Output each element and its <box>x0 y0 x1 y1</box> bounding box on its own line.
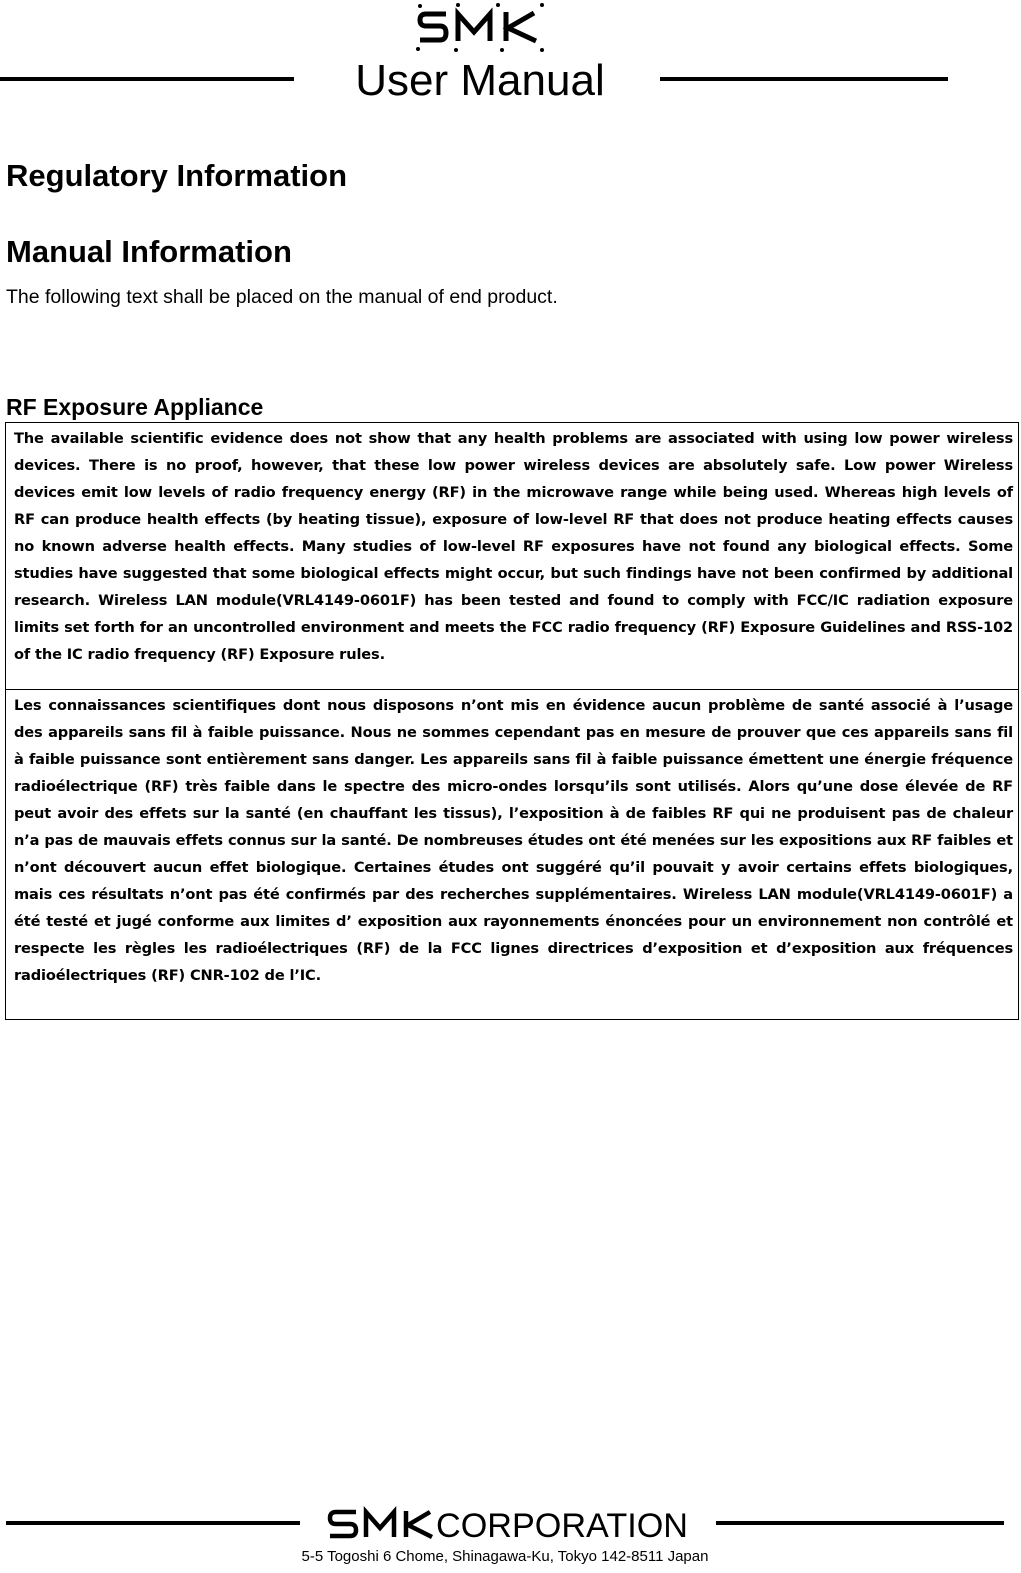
header-rule-right <box>660 77 948 81</box>
smk-logo <box>408 0 548 56</box>
smk-corporation-logo <box>326 1504 696 1544</box>
document-title: User Manual <box>355 56 605 105</box>
rf-exposure-heading: RF Exposure Appliance <box>6 394 264 420</box>
svg-text:CORPORATION: CORPORATION <box>436 1507 688 1544</box>
regulatory-heading: Regulatory Information <box>6 158 348 193</box>
footer-rule-right <box>716 1521 1004 1525</box>
header-rule-left <box>0 77 294 81</box>
footer-rule-left <box>6 1521 300 1525</box>
manual-intro-text: The following text shall be placed on the manual of end product. <box>6 286 558 308</box>
english-rf-notice: The available scientific evidence does not show that any health problems are associated with using low power wireless devices. There is no proof, however, that these low power wireless devices are absolutely safe. Low power Wireless devices emit low levels of radio frequency energy (RF) in the microwave range while being used. Whereas high levels of RF can produce health effects (by heating tissue), exposure of low-level RF that does not produce heating effects causes no known adverse health effects. Many studies of low-level RF exposures have not found any biological effects. Some studies have suggested that some biological effects might occur, but such findings have not been confirmed by additional research. Wireless LAN module(VRL4149-0601F) has been tested and found to comply with FCC/IC radiation exposure limits set forth for an uncontrolled environment and meets the FCC radio frequency (RF) Exposure Guidelines and RSS-102 of the IC radio frequency (RF) Exposure rules. <box>5 422 1019 690</box>
company-address: 5-5 Togoshi 6 Chome, Shinagawa-Ku, Tokyo 142-8511 Japan <box>301 1548 709 1565</box>
french-rf-notice: Les connaissances scientifiques dont nous disposons n’ont mis en évidence aucun problème de santé associé à l’usage des appareils sans fil à faible puissance. Nous ne sommes cependant pas en mesure de prouver que ces appareils sans fil à faible puissance sont entièrement sans danger. Les appareils sans fil à faible puissance émettent une énergie fréquence radioélectrique (RF) très faible dans le spectre des micro-ondes lorsqu’ils sont utilisés. Alors qu’une dose élevée de RF peut avoir des effets sur la santé (en chauffant les tissus), l’exposition à de faibles RF qui ne produisent pas de chaleur n’a pas de mauvais effets connus sur la santé. De nombreuses études ont été menées sur les expositions aux RF faibles et n’ont découvert aucun effet biologique. Certaines études ont suggéré qu’il pouvait y avoir certains effets biologiques, mais ces résultats n’ont pas été confirmés par des recherches supplémentaires. Wireless LAN module(VRL4149-0601F) a été testé et jugé conforme aux limites d’ exposition aux rayonnements énoncées pour un environnement non contrôlé et respecte les règles les radioélectriques (RF) de la FCC lignes directrices d’exposition et d’exposition aux fréquences radioélectriques (RF) CNR-102 de l’IC. <box>5 690 1019 1020</box>
manual-heading: Manual Information <box>6 234 292 269</box>
